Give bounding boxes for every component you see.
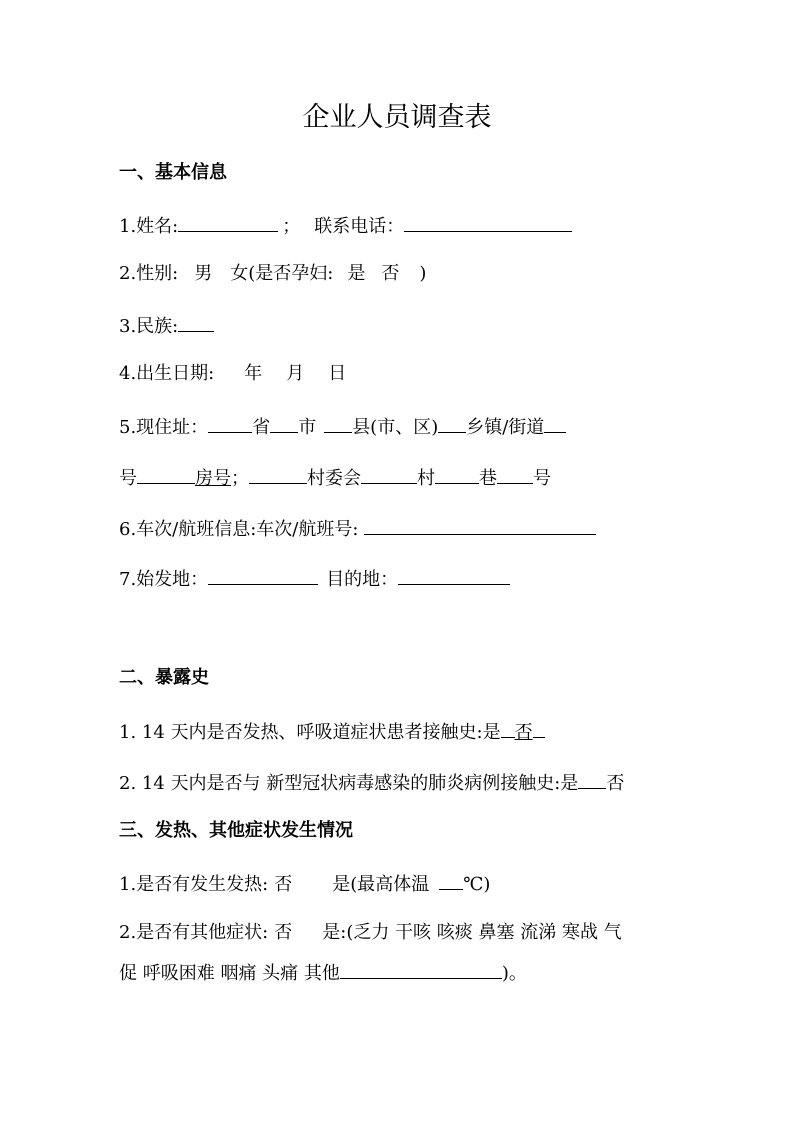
other-symptoms-field[interactable] — [340, 958, 502, 979]
section-heading-exposure: 二、暴露史 — [119, 667, 209, 688]
exposure-question-1 — [119, 717, 545, 746]
exposure-question-2 — [119, 768, 624, 797]
village-committee-unit: 村委会 — [307, 468, 361, 489]
transport-field[interactable] — [364, 514, 596, 535]
other-symptoms-row-1 — [119, 920, 622, 946]
phone-field[interactable] — [404, 211, 572, 232]
number-unit: 号 — [533, 468, 551, 489]
destination-field[interactable] — [398, 564, 510, 585]
pregnant-option-no[interactable]: 否 — [381, 263, 400, 284]
address-row-1 — [119, 412, 566, 441]
name-separator: ； — [282, 216, 301, 237]
pregnant-option-yes[interactable]: 是 — [347, 263, 366, 284]
village-field[interactable] — [361, 463, 417, 484]
exposure-q2-blank — [578, 768, 606, 789]
street-number-field[interactable] — [544, 412, 566, 433]
other-symptoms-label: 2.是否有其他症状: — [119, 922, 269, 943]
city-field[interactable] — [270, 412, 298, 433]
lane-unit: 巷 — [479, 468, 497, 489]
other-symptoms-end: )。 — [501, 963, 527, 984]
phone-label: 联系电话： — [314, 216, 405, 237]
birth-month-unit: 月 — [286, 363, 305, 384]
town-field[interactable] — [438, 412, 466, 433]
other-symptoms-option-yes[interactable]: 是:(乏力 干咳 咳痰 鼻塞 流涕 寒战 气 — [322, 922, 622, 943]
address-row-2 — [119, 463, 551, 492]
exposure-q1-answer[interactable]: 否 — [514, 722, 533, 743]
room-field[interactable] — [137, 463, 195, 484]
ethnicity-row — [119, 311, 214, 340]
ethnicity-label: 3.民族: — [119, 316, 179, 337]
birth-year-unit: 年 — [244, 363, 263, 384]
birth-day-unit: 日 — [328, 363, 347, 384]
birthdate-label: 4.出生日期: — [119, 363, 215, 384]
origin-field[interactable] — [208, 564, 318, 585]
origin-destination-row — [119, 564, 510, 593]
town-unit: 乡镇/街道 — [466, 417, 545, 438]
name-phone-row — [119, 211, 572, 240]
fever-row — [119, 869, 490, 898]
section-heading-basic-info: 一、基本信息 — [119, 162, 227, 183]
origin-label: 7.始发地： — [119, 569, 209, 590]
village-committee-field[interactable] — [249, 463, 307, 484]
lane-field[interactable] — [435, 463, 479, 484]
county-field[interactable] — [324, 412, 352, 433]
room-separator: ； — [231, 468, 249, 489]
room-unit: 房号 — [195, 468, 231, 489]
name-label: 1.姓名: — [119, 216, 179, 237]
destination-label: 目的地： — [326, 569, 399, 590]
max-temperature-field[interactable] — [439, 869, 463, 890]
transport-row — [119, 514, 596, 543]
exposure-q1-blank — [501, 717, 515, 738]
other-symptoms-row-2 — [119, 958, 527, 987]
number-field[interactable] — [497, 463, 533, 484]
other-symptoms-option-no[interactable]: 否 — [274, 922, 293, 943]
village-unit: 村 — [417, 468, 435, 489]
fever-label: 1.是否有发生发热: — [119, 874, 269, 895]
city-unit: 市 — [298, 417, 317, 438]
birthdate-row — [119, 361, 346, 387]
gender-label: 2.性别: — [119, 263, 179, 284]
house-number-unit: 号 — [119, 468, 137, 489]
gender-option-male[interactable]: 男 — [194, 263, 213, 284]
other-symptoms-list: 促 呼吸困难 咽痛 头痛 其他 — [119, 963, 340, 984]
province-field[interactable] — [208, 412, 252, 433]
exposure-q2-answer[interactable]: 否 — [606, 773, 625, 794]
gender-option-female[interactable]: 女(是否孕妇: — [230, 263, 334, 284]
fever-option-no[interactable]: 否 — [274, 874, 293, 895]
transport-label: 6.车次/航班信息:车次/航班号: — [119, 519, 359, 540]
gender-close-paren: ) — [419, 263, 427, 284]
section-heading-symptoms: 三、发热、其他症状发生情况 — [119, 820, 353, 841]
province-unit: 省 — [252, 417, 271, 438]
fever-option-yes[interactable]: 是(最高体温 — [332, 874, 430, 895]
exposure-q2-text: 2. 14 天内是否与 新型冠状病毒感染的肺炎病例接触史:是 — [119, 773, 579, 794]
gender-row — [119, 261, 426, 287]
temperature-unit: ℃) — [463, 874, 491, 895]
form-title: 企业人员调查表 — [302, 102, 492, 133]
exposure-q1-text: 1. 14 天内是否发热、呼吸道症状患者接触史:是 — [119, 722, 501, 743]
address-label: 5.现住址： — [119, 417, 209, 438]
ethnicity-field[interactable] — [178, 311, 214, 332]
exposure-q1-blank-2 — [533, 717, 545, 738]
name-field[interactable] — [178, 211, 278, 232]
county-unit: 县(市、区) — [352, 417, 439, 438]
